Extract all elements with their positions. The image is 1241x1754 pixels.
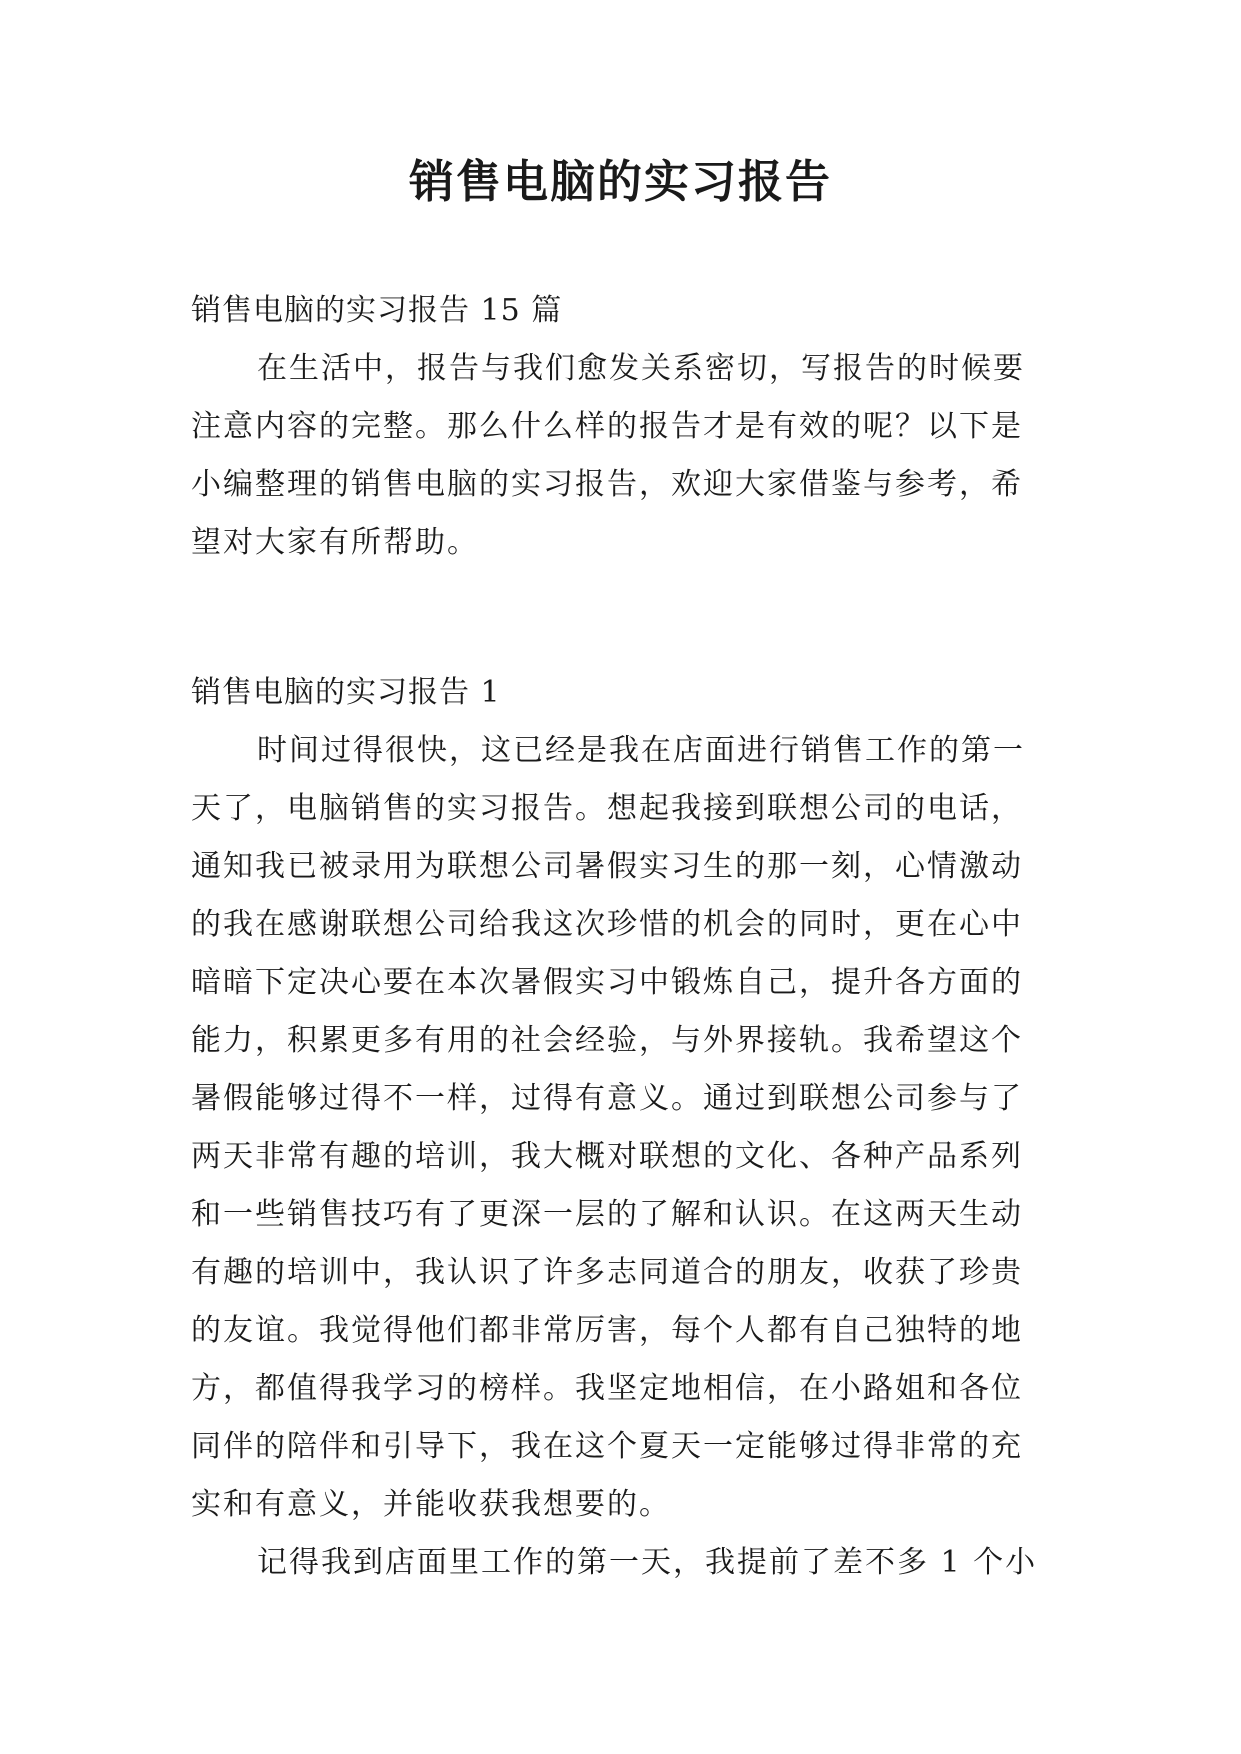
- paragraph-line: 方，都值得我学习的榜样。我坚定地相信，在小路姐和各位: [191, 1371, 1023, 1406]
- paragraph-line: 通知我已被录用为联想公司暑假实习生的那一刻，心情激动: [191, 849, 1023, 884]
- paragraph-line: 望对大家有所帮助。: [191, 525, 479, 560]
- document-body: [191, 282, 1051, 1592]
- paragraph-line: 两天非常有趣的培训，我大概对联想的文化、各种产品系列: [191, 1139, 1023, 1174]
- paragraph-line: 天了，电脑销售的实习报告。想起我接到联想公司的电话，: [191, 791, 1023, 826]
- section-paragraph: [191, 1534, 1051, 1592]
- subtitle: 销售电脑的实习报告 15 篇: [191, 293, 563, 328]
- paragraph-line: 注意内容的完整。那么什么样的报告才是有效的呢？以下是: [191, 409, 1023, 444]
- paragraph-line: 小编整理的销售电脑的实习报告，欢迎大家借鉴与参考，希: [191, 467, 1023, 502]
- intro-paragraph: [191, 340, 1051, 572]
- paragraph-line: 时间过得很快，这已经是我在店面进行销售工作的第一: [257, 733, 1025, 768]
- paragraph-line: 暑假能够过得不一样，过得有意义。通过到联想公司参与了: [191, 1081, 1023, 1116]
- paragraph-line: 有趣的培训中，我认识了许多志同道合的朋友，收获了珍贵: [191, 1255, 1023, 1290]
- paragraph-spacer: [191, 572, 1051, 664]
- paragraph-line: 和一些销售技巧有了更深一层的了解和认识。在这两天生动: [191, 1197, 1023, 1232]
- paragraph-line: 的友谊。我觉得他们都非常厉害，每个人都有自己独特的地: [191, 1313, 1023, 1348]
- paragraph-line: 同伴的陪伴和引导下，我在这个夏天一定能够过得非常的充: [191, 1429, 1023, 1464]
- paragraph-line: 实和有意义，并能收获我想要的。: [191, 1487, 671, 1522]
- section-heading: 销售电脑的实习报告 1: [191, 675, 501, 710]
- paragraph-line: 的我在感谢联想公司给我这次珍惜的机会的同时，更在心中: [191, 907, 1023, 942]
- paragraph-line: 在生活中，报告与我们愈发关系密切，写报告的时候要: [257, 351, 1025, 386]
- section-paragraph: [191, 722, 1051, 1534]
- document-title: 销售电脑的实习报告: [408, 155, 832, 208]
- paragraph-line: 暗暗下定决心要在本次暑假实习中锻炼自己，提升各方面的: [191, 965, 1023, 1000]
- paragraph-line: 记得我到店面里工作的第一天，我提前了差不多 1 个小: [257, 1545, 1038, 1580]
- paragraph-line: 能力，积累更多有用的社会经验，与外界接轨。我希望这个: [191, 1023, 1023, 1058]
